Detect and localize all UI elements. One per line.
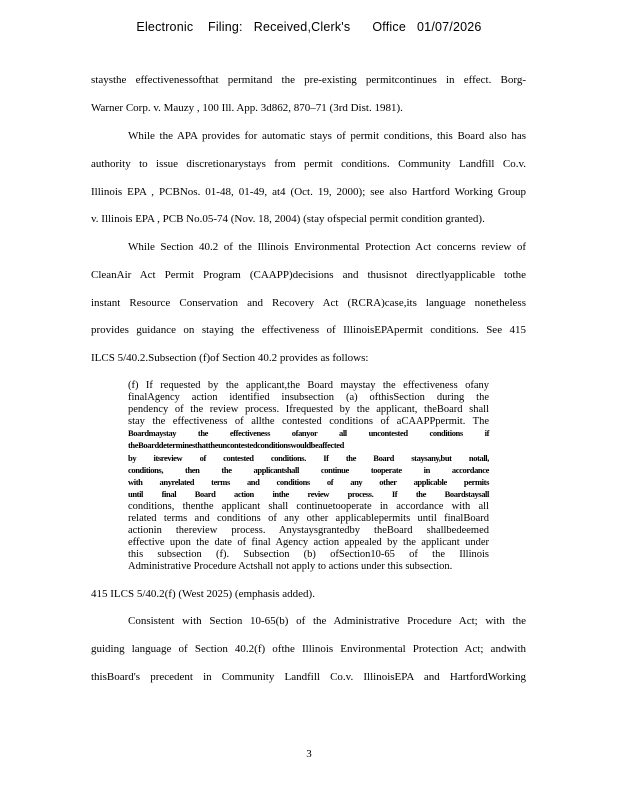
body-line: Illinois EPA , PCBNos. 01-48, 01-49, at4 (Oct. 19, 2000); see also Hartford Working Group [91,186,526,198]
quoted-statute-line: stay the effectiveness of allthe contested conditions of aCAAPPpermit. The [128,416,489,427]
quoted-statute-line: this subsection (f). Subsection (b) ofSection10-65 of the Illinois [128,549,489,560]
body-line: Warner Corp. v. Mauzy , 100 Ill. App. 3d862, 870–71 (3rd Dist. 1981). [91,102,403,114]
body-line: authority to issue discretionarystays from permit conditions. Community Landfill Co.v. [91,158,526,170]
quoted-statute-line: conditions, thenthe applicant shall continuetooperate in accordance with all [128,501,489,512]
body-line: provides guidance on staying the effectiveness of IllinoisEPApermit conditions. See 415 [91,324,526,336]
quoted-statute-line: Administrative Procedure Actshall not apply to actions under this subsection. [128,561,453,572]
quoted-statute-line: until final Board action inthe review process. If the Boardstaysall [128,489,489,499]
quoted-statute-line: pendency of the review process. Ifrequested by the applicant, theBoard shall [128,404,489,415]
body-line: staysthe effectivenessofthat permitand the pre-existing permitcontinues in effect. Borg- [91,74,526,86]
body-line: Consistent with Section 10-65(b) of the Administrative Procedure Act; with the [128,615,526,627]
quoted-statute-line: with anyrelated terms and conditions of any other applicable permits [128,477,489,487]
body-line: While the APA provides for automatic stays of permit conditions, this Board also has [128,130,526,142]
body-line: CleanAir Act Permit Program (CAAPP)decisions and thusisnot directlyapplicable tothe [91,269,526,281]
quoted-statute-line: (f) If requested by the applicant,the Board maystay the effectiveness ofany [128,380,489,391]
quoted-statute-line: effective upon the date of final Agency action appealed by the applicant under [128,537,489,548]
body-line: 415 ILCS 5/40.2(f) (West 2025) (emphasis added). [91,588,315,600]
quoted-statute-line: related terms and conditions of any other applicablepermits until finalBoard [128,513,489,524]
quoted-statute-line: Boardmaystay the effectiveness ofanyor all uncontested conditions if [128,428,489,438]
quoted-statute-line: theBoarddeterminesthattheuncontestedconditionswouldbeaffected [128,440,344,450]
quoted-statute-line: conditions, then the applicantshall continue tooperate in accordance [128,465,489,475]
body-line: instant Resource Conservation and Recovery Act (RCRA)case,its language nonetheless [91,297,526,309]
body-line: ILCS 5/40.2.Subsection (f)of Section 40.2 provides as follows: [91,352,369,364]
body-line: thisBoard's precedent in Community Landfill Co.v. IllinoisEPA and HartfordWorking [91,671,526,683]
body-line: guiding language of Section 40.2(f) ofthe Illinois Environmental Protection Act; andwith [91,643,526,655]
body-line: While Section 40.2 of the Illinois Environmental Protection Act concerns review of [128,241,526,253]
quoted-statute-line: actionin thereview process. Anystaysgrantedby theBoard shallbedeemed [128,525,489,536]
page-number: 3 [306,748,312,760]
body-line: v. Illinois EPA , PCB No.05-74 (Nov. 18, 2004) (stay ofspecial permit condition granted). [91,213,485,225]
filing-header: Electronic Filing: Received,Clerk's Office 01/07/2026 [136,20,482,34]
quoted-statute-line: finalAgency action identified insubsection (a) ofthisSection during the [128,392,489,403]
quoted-statute-line: by itsreview of contested conditions. If the Board staysany,but notall, [128,453,489,463]
